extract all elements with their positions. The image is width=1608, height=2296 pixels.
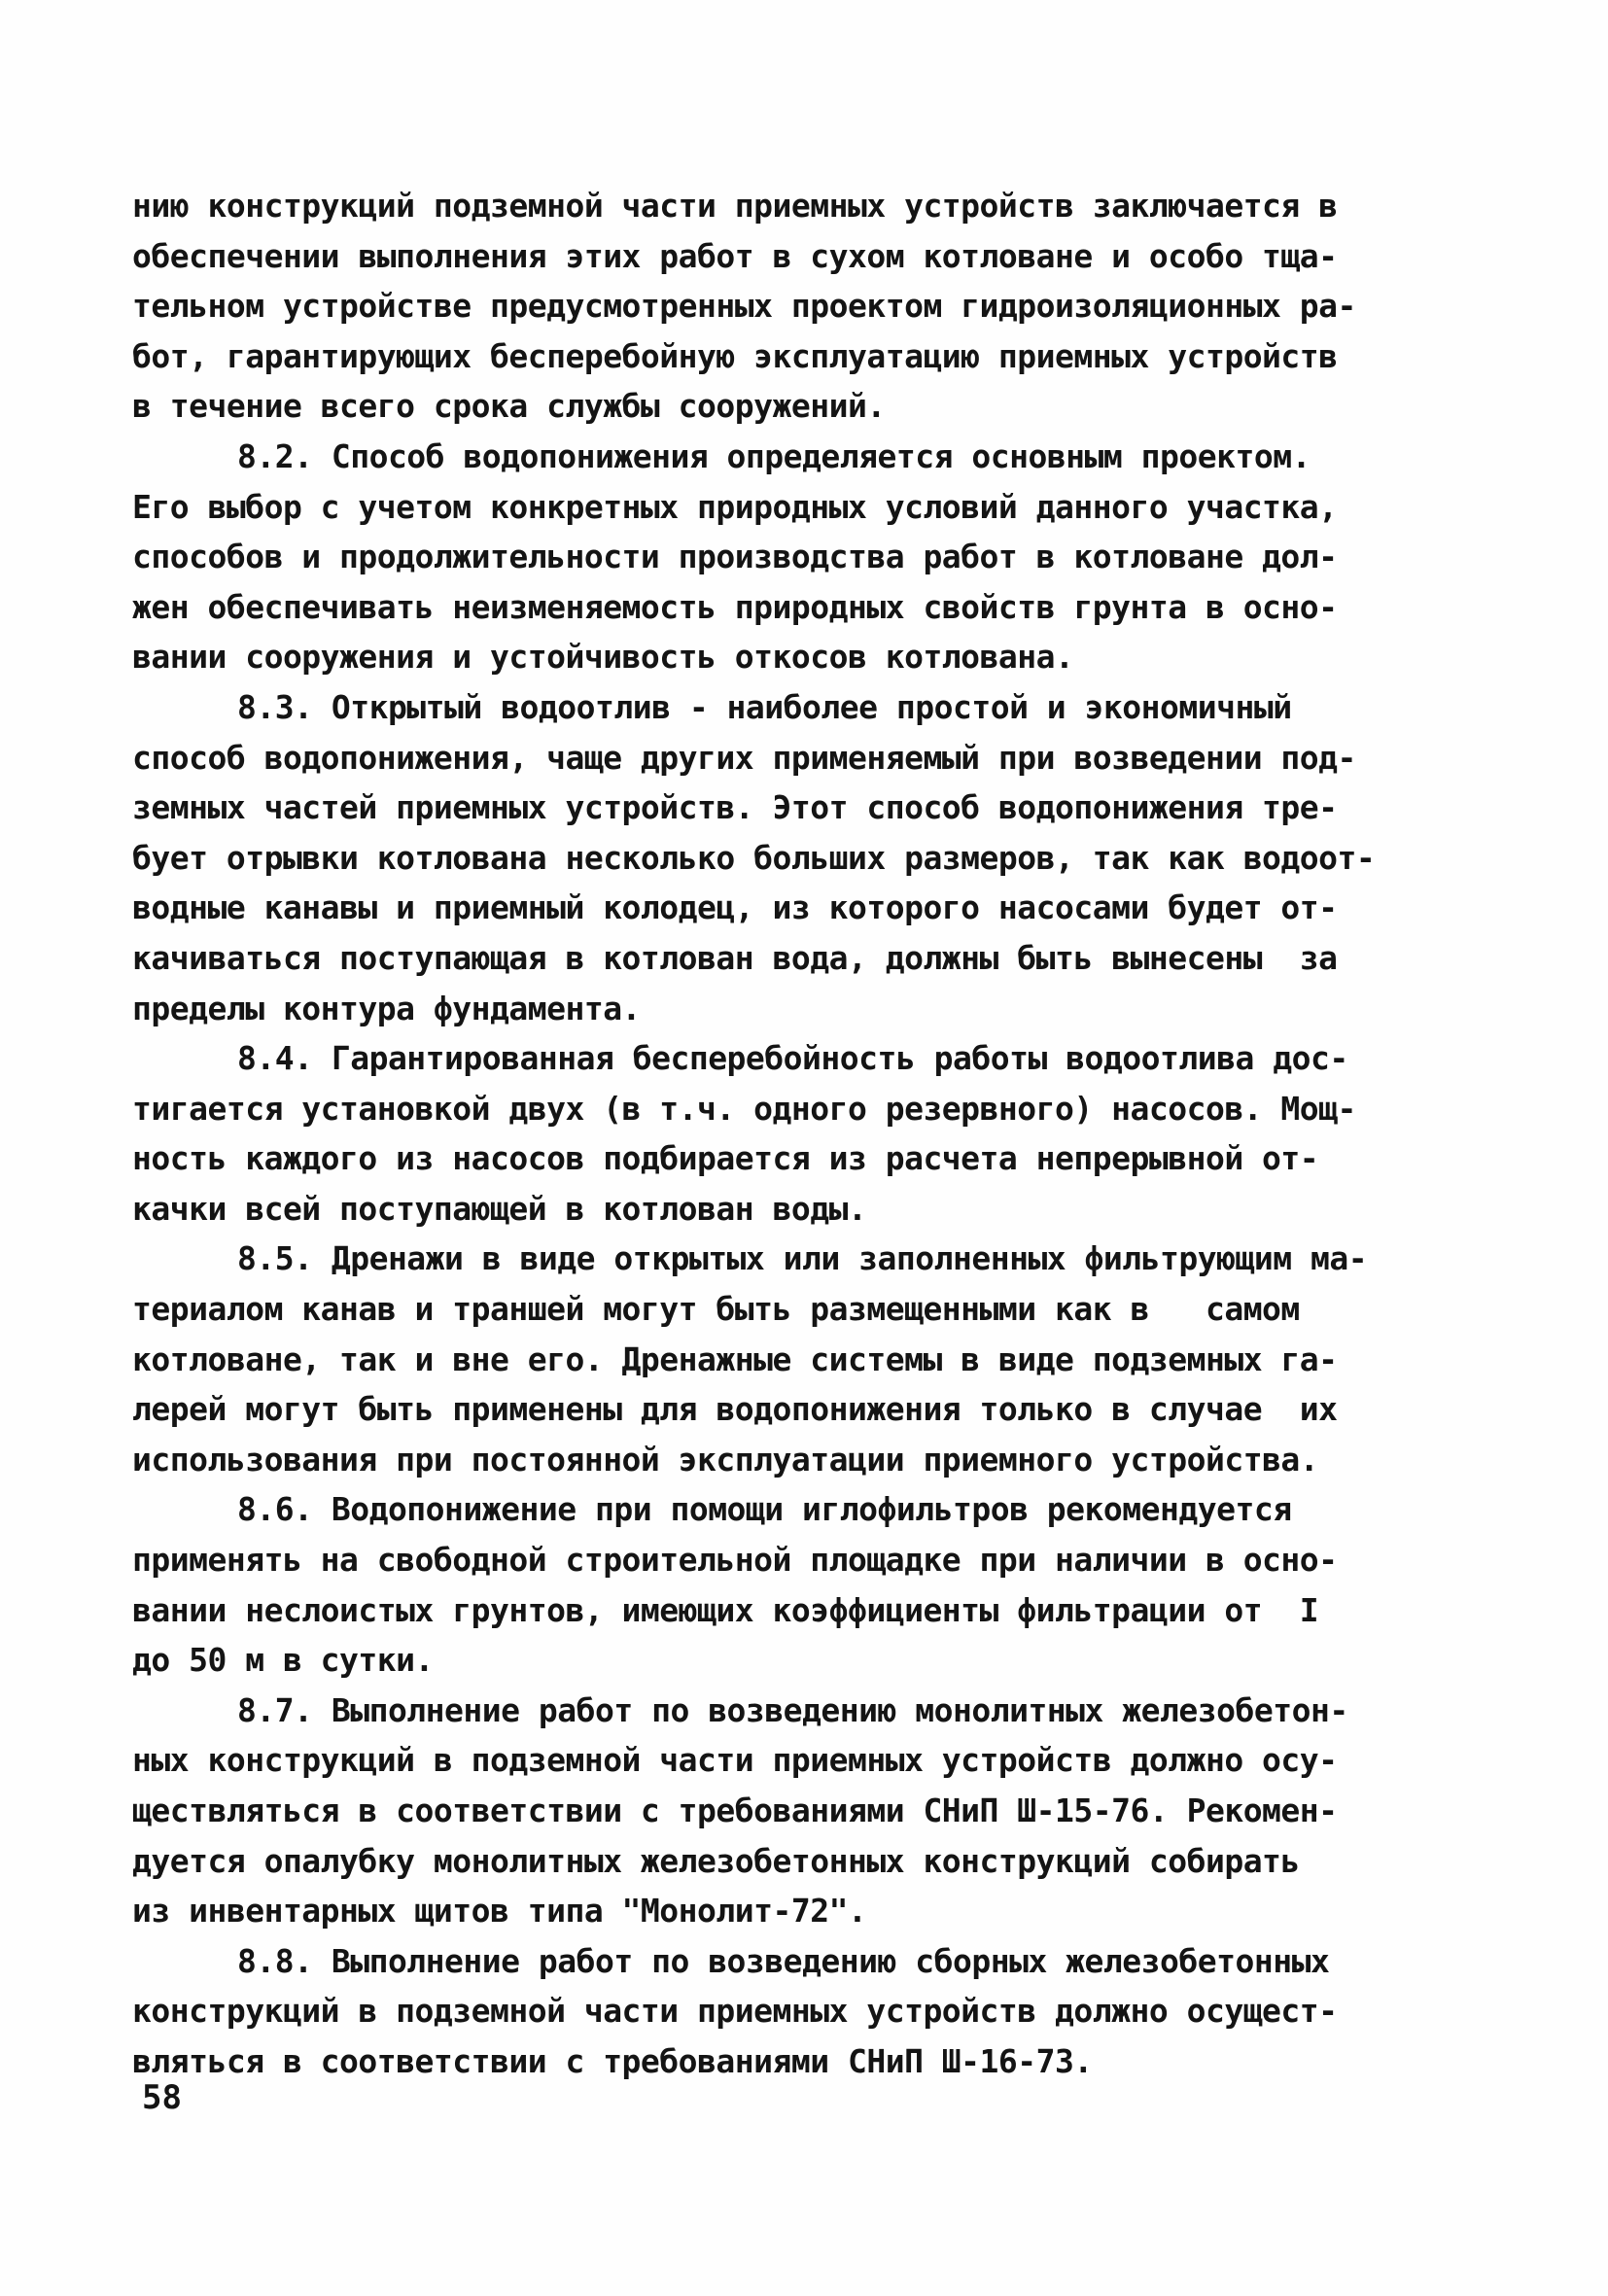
paragraph-start-line: 8.7. Выполнение работ по возведению монолитных железобетон- (237, 1690, 1348, 1729)
text-line: водные канавы и приемный колодец, из которого насосами будет от- (132, 888, 1338, 927)
text-line: применять на свободной строительной площадке при наличии в осно- (132, 1541, 1338, 1580)
text-line: способов и продолжительности производства работ в котловане дол- (132, 538, 1338, 576)
text-line: ществляться в соответствии с требованиями СНиП Ш-15-76. Рекомен- (132, 1792, 1338, 1829)
text-line: лерей могут быть применены для водопонижения только в случае их (132, 1390, 1338, 1429)
text-line: бует отрывки котлована несколько больших размеров, так как водоот- (132, 838, 1376, 877)
text-line: в течение всего срока службы сооружений. (132, 387, 886, 426)
text-line: из инвентарных щитов типа "Монолит-72". (132, 1892, 867, 1931)
paragraph-start-line: 8.2. Способ водопонижения определяется основным проектом. (237, 436, 1311, 475)
text-line: котловане, так и вне его. Дренажные системы в виде подземных га- (132, 1339, 1338, 1378)
text-line: качиваться поступающая в котлован вода, должны быть вынесены за (132, 938, 1338, 977)
text-line: земных частей приемных устройств. Этот способ водопонижения тре- (132, 788, 1338, 827)
text-line: вании неслоистых грунтов, имеющих коэффициенты фильтрации от I (132, 1590, 1319, 1629)
paragraph-start-line: 8.4. Гарантированная бесперебойность работы водоотлива дос- (237, 1039, 1348, 1078)
text-line: до 50 м в сутки. (132, 1641, 434, 1680)
paragraph-start-line: 8.8. Выполнение работ по возведению сборных железобетонных (237, 1941, 1330, 1980)
text-line: жен обеспечивать неизменяемость природных свойств грунта в осно- (132, 587, 1338, 626)
text-line: обеспечении выполнения этих работ в сухом котловане и особо тща- (132, 236, 1338, 275)
text-line: качки всей поступающей в котлован воды. (132, 1189, 867, 1228)
text-line: бот, гарантирующих бесперебойную эксплуатацию приемных устройств (132, 336, 1338, 375)
text-line: использования при постоянной эксплуатации приемного устройства. (132, 1440, 1319, 1478)
text-line: пределы контура фундамента. (132, 989, 641, 1027)
text-line: териалом канав и траншей могут быть размещенными как в самом (132, 1290, 1300, 1329)
text-line: дуется опалубку монолитных железобетонных конструкций собирать (132, 1841, 1300, 1880)
text-line: ность каждого из насосов подбирается из расчета непрерывной от- (132, 1139, 1319, 1178)
paragraph-start-line: 8.5. Дренажи в виде открытых или заполненных фильтрующим ма- (237, 1239, 1368, 1278)
text-line: способ водопонижения, чаще других применяемый при возведении под- (132, 738, 1356, 777)
text-line: тельном устройстве предусмотренных проектом гидроизоляционных ра- (132, 287, 1356, 326)
body-text (132, 181, 1493, 2087)
text-line: Его выбор с учетом конкретных природных условий данного участка, (132, 487, 1338, 526)
text-line: вляться в соответствии с требованиями СНиП Ш-16-73. (132, 2041, 1093, 2080)
text-line: конструкций в подземной части приемных устройств должно осущест- (132, 1992, 1338, 2031)
page-number: 58 (142, 2078, 182, 2117)
text-line: нию конструкций подземной части приемных устройств заключается в (132, 187, 1338, 225)
text-line: ных конструкций в подземной части приемных устройств должно осу- (132, 1741, 1338, 1780)
paragraph-start-line: 8.6. Водопонижение при помощи иглофильтров рекомендуется (237, 1490, 1292, 1529)
text-line: тигается установкой двух (в т.ч. одного резервного) насосов. Мощ- (132, 1089, 1356, 1128)
text-line: вании сооружения и устойчивость откосов котлована. (132, 638, 1074, 677)
paragraph-start-line: 8.3. Открытый водоотлив - наиболее простой и экономичный (237, 687, 1292, 726)
